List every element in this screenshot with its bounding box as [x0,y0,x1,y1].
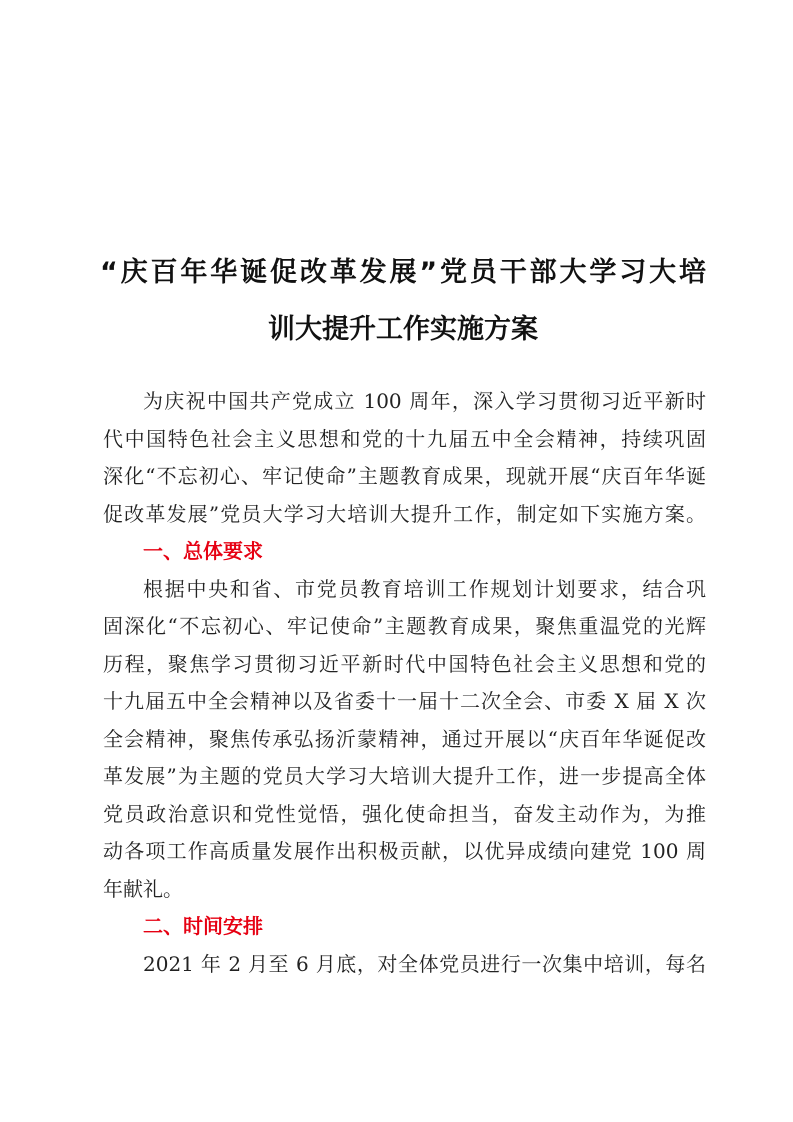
paragraph-line: 动各项工作高质量发展作出积极贡献，以优异成绩向建党 100 周 [103,839,706,863]
general-requirements-paragraph [103,571,706,909]
paragraph-line: 党员政治意识和党性觉悟，强化使命担当，奋发主动作为，为推 [103,801,706,826]
document-title-line-2: 训大提升工作实施方案 [268,314,538,345]
section-heading-general-requirements: 一、总体要求 [143,539,263,563]
paragraph-line: 促改革发展”党员大学习大培训大提升工作，制定如下实施方案。 [103,501,706,526]
document-title-line-1: “庆百年华诞促改革发展”党员干部大学习大培 [100,257,706,288]
schedule-paragraph [103,946,706,984]
paragraph-line: 历程，聚焦学习贯彻习近平新时代中国特色社会主义思想和党的 [103,651,706,676]
paragraph-line: 革发展”为主题的党员大学习大培训大提升工作，进一步提高全体 [103,764,706,788]
section-heading-schedule: 二、时间安排 [143,914,263,938]
paragraph-line: 根据中央和省、市党员教育培训工作规划计划要求，结合巩 [143,576,706,601]
paragraph-line: 年献礼。 [103,876,183,901]
paragraph-line: 全会精神，聚焦传承弘扬沂蒙精神，通过开展以“庆百年华诞促改 [103,726,706,751]
paragraph-line: 2021 年 2 月至 6 月底，对全体党员进行一次集中培训，每名 [143,951,706,976]
paragraph-line: 十九届五中全会精神以及省委十一届十二次全会、市委 X 届 X 次 [103,689,706,713]
intro-paragraph [103,383,706,533]
paragraph-line: 代中国特色社会主义思想和党的十九届五中全会精神，持续巩固 [103,426,706,451]
paragraph-line: 为庆祝中国共产党成立 100 周年，深入学习贯彻习近平新时 [143,389,706,413]
document-body [103,383,706,983]
paragraph-line: 深化“不忘初心、牢记使命”主题教育成果，现就开展“庆百年华诞 [103,464,706,488]
paragraph-line: 固深化“不忘初心、牢记使命”主题教育成果，聚焦重温党的光辉 [103,614,706,638]
